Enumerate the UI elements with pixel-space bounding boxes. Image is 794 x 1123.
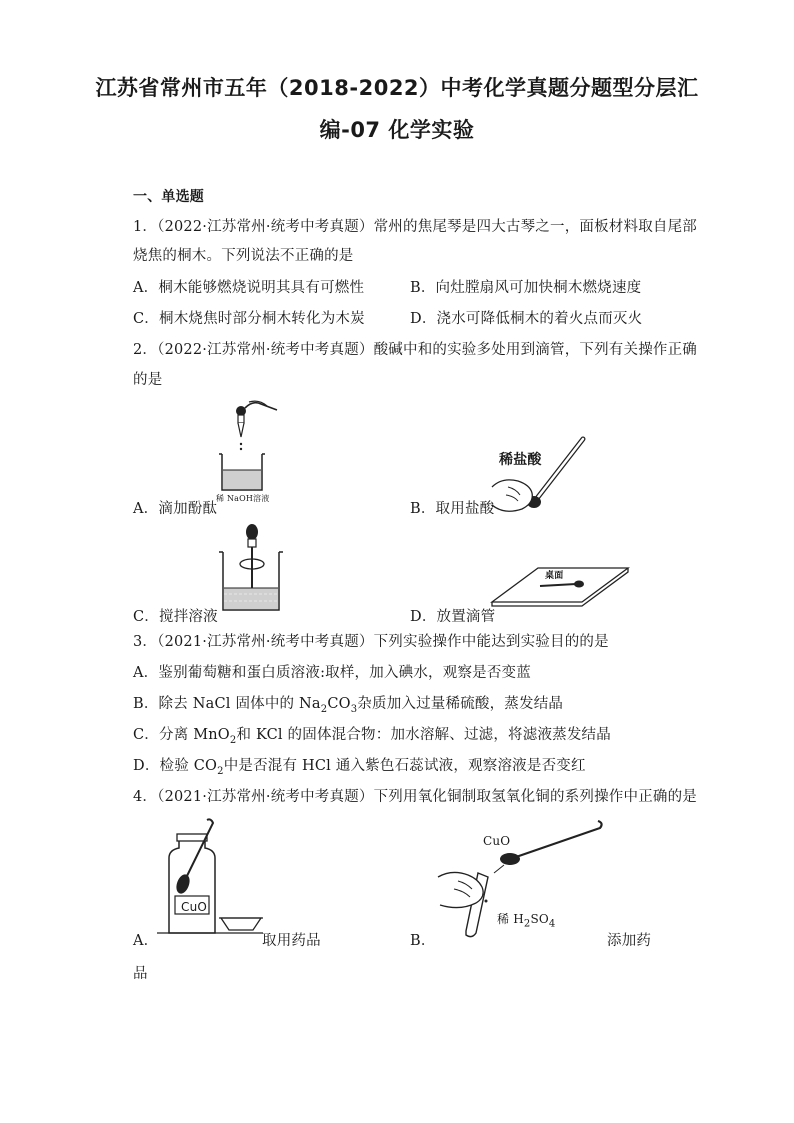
q4-figure-b-label-acid: 稀 $H_2SO_4$ [497,912,556,930]
q3-option-b: B．除去 NaCl 固体中的 $Na_2CO_3$杂质加入过量稀硫酸，蒸发结晶 [133,696,564,715]
q4-option-b-text-continued: 品 [133,966,148,982]
q2-option-b: B．取用盐酸 [410,501,495,517]
q2-option-c: C．搅拌溶液 [133,609,218,625]
q1-stem-line-2: 烧焦的桐木。下列说法不正确的是 [133,248,354,264]
q3-option-d: D．检验 $CO_2$中是否混有 HCl 通入紫色石蕊试液，观察溶液是否变红 [133,758,586,777]
q2-figure-d-label: 桌面 [545,571,564,581]
q1-stem-line-1: 1．（2022·江苏常州·统考中考真题）常州的焦尾琴是四大古琴之一，面板材料取自尾部 [133,219,697,235]
q2-figure-b-label: 稀盐酸 [499,452,542,468]
q2-figure-a-label: 稀 NaOH溶液 [216,494,270,503]
q2-stem-line-2: 的是 [133,372,163,388]
q1-option-c: C．桐木烧焦时部分桐木转化为木炭 [133,311,365,327]
page-title-line-1: 江苏省常州市五年（2018-2022）中考化学真题分题型分层汇 [95,76,699,100]
q2-figure-c [215,522,285,617]
q2-figure-b [488,435,588,515]
q4-figure-b-label-cuo: CuO [483,834,511,848]
q2-option-d: D．放置滴管 [410,609,496,625]
q4-figure-a-label: CuO [181,900,208,914]
q4-figure-a [155,818,265,938]
q4-option-a-letter: A． [133,933,159,949]
q1-option-d: D．浇水可降低桐木的着火点而灭火 [410,311,643,327]
section-heading: 一、单选题 [133,189,204,205]
q1-option-a: A．桐木能够燃烧说明其具有可燃性 [133,280,365,296]
q4-option-a-text: 取用药品 [262,933,321,949]
q4-option-b-text: 添加药 [607,933,652,949]
q2-stem-line-1: 2．（2022·江苏常州·统考中考真题）酸碱中和的实验多处用到滴管，下列有关操作正确 [133,342,697,358]
page-title-line-2: 编-07 化学实验 [319,118,475,142]
q3-stem: 3．（2021·江苏常州·统考中考真题）下列实验操作中能达到实验目的的是 [133,634,609,650]
q3-option-a: A．鉴别葡萄糖和蛋白质溶液:取样，加入碘水，观察是否变蓝 [133,665,531,681]
q4-stem: 4．（2021·江苏常州·统考中考真题）下列用氧化铜制取氢氧化铜的系列操作中正确的是 [133,789,697,805]
q2-figure-a [205,398,285,506]
q1-option-b: B．向灶膛扇风可加快桐木燃烧速度 [410,280,642,296]
q2-option-a: A．滴加酚酞 [133,501,218,517]
q3-option-c: C．分离 MnO$_2$和 KCl 的固体混合物：加水溶解、过滤，将滤液蒸发结晶 [133,727,611,746]
q4-option-b-letter: B． [410,933,436,949]
